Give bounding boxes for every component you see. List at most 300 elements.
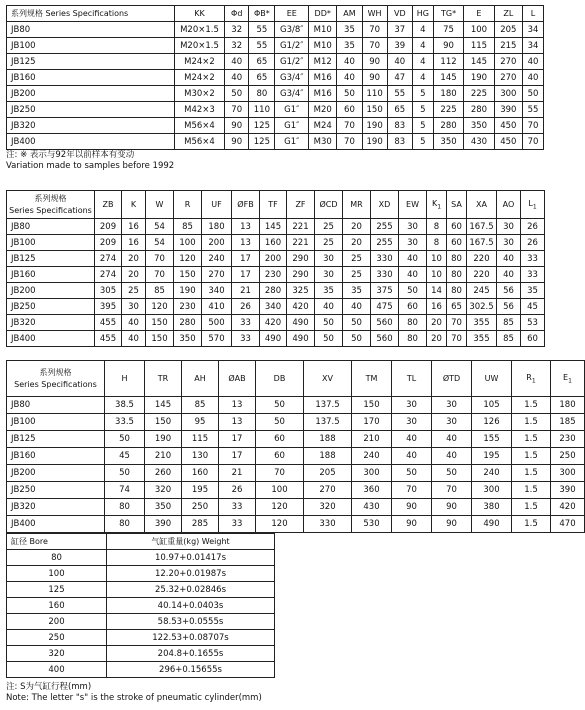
table-cell: 350 [464,118,494,134]
column-header [105,361,145,397]
table-cell: 145 [260,219,287,235]
column-header [202,191,232,219]
table-cell: 280 [433,118,463,134]
table-cell: 65 [447,299,467,315]
table-cell: 60 [447,235,467,251]
table-cell: G3/4″ [275,70,309,86]
dimensions-table-3 [6,360,585,533]
table-cell: 30 [432,414,472,431]
table-cell: 530 [352,516,392,533]
table-cell: 395 [95,299,122,315]
table-cell: G1″ [275,134,309,150]
column-header: Φd [225,6,249,22]
column-header-label: SA [451,200,462,209]
table-cell: 1.5 [512,482,551,499]
table-cell: 56 [497,283,521,299]
table-cell: 240 [202,251,232,267]
table-cell: 70 [337,118,362,134]
table-cell: 225 [464,86,494,102]
table-cell: 80 [105,499,145,516]
table-cell: 30 [399,219,427,235]
table-cell: 25 [315,235,343,251]
table-cell: 170 [352,414,392,431]
column-header: WH [362,6,387,22]
column-header [219,361,256,397]
table-cell: 274 [95,251,122,267]
column-header-label: TF [268,200,278,209]
table-cell: 33 [521,267,545,283]
table-cell: M10 [309,22,337,38]
table-cell: G1″ [275,102,309,118]
table-cell: 26 [521,219,545,235]
table-cell: 70 [392,482,432,499]
table-row [7,134,544,150]
table-cell: 205 [494,22,522,38]
series-cell: JB320 [7,118,175,134]
table-cell: 180 [551,397,585,414]
table-cell: 65 [249,70,275,86]
table-cell: 70 [146,267,174,283]
table-cell: 70 [522,118,543,134]
table-cell: 120 [174,251,202,267]
table-row [7,566,275,582]
column-header-label: E [563,372,569,382]
table-cell: 302.5 [467,299,497,315]
table-cell: 5 [412,134,433,150]
table-cell: 180 [202,219,232,235]
table-cell: 55 [522,102,543,118]
table-cell: 195 [472,448,512,465]
table-cell: 25 [343,267,371,283]
column-header [174,191,202,219]
table-cell: 55 [387,86,412,102]
table-cell: 255 [371,219,399,235]
column-header [497,191,521,219]
table-cell: 190 [362,134,387,150]
table-cell: 50 [315,315,343,331]
table-cell: 70 [362,38,387,54]
table-cell: 125 [249,134,275,150]
table-row [7,102,544,118]
weight-cell: 204.8+0.1655s [107,646,275,662]
table-cell: 120 [256,516,304,533]
table-cell: 350 [433,134,463,150]
table-cell: 300 [472,482,512,499]
column-header-label: ZF [295,200,306,209]
table-row [7,516,585,533]
table-cell: 40 [225,70,249,86]
table-cell: 80 [399,331,427,347]
table-cell: 80 [447,251,467,267]
table-cell: 260 [145,465,182,482]
table-cell: 167.5 [467,219,497,235]
table-cell: 25 [315,219,343,235]
table-cell: 50 [225,86,249,102]
table-cell: 245 [467,283,497,299]
table-cell: 50 [256,397,304,414]
table-cell: 126 [472,414,512,431]
table-cell: 160 [260,235,287,251]
series-header [7,191,95,219]
table-cell: 40 [392,431,432,448]
table-row [7,550,275,566]
series-cell: JB100 [7,235,95,251]
table-cell: 115 [464,38,494,54]
table-cell: M20×1.5 [174,22,224,38]
series-cell: JB160 [7,267,95,283]
table-row [7,235,545,251]
column-header-label: R [526,372,532,382]
column-header-label: L [528,198,533,208]
table-cell: 70 [432,482,472,499]
column-header: L [522,6,543,22]
table-cell: 75 [433,22,463,38]
table-cell: 40 [399,267,427,283]
table-cell: 125 [249,118,275,134]
table-cell: 221 [287,235,315,251]
column-header-label: TR [157,374,169,383]
table-cell: 85 [497,331,521,347]
table-row [7,251,545,267]
table-cell: 40 [337,54,362,70]
table-cell: 95 [182,414,219,431]
series-cell: JB250 [7,482,105,499]
table-cell: 30 [497,235,521,251]
table-cell: 190 [145,431,182,448]
table-cell: 83 [387,134,412,150]
table-cell: G1/2″ [275,54,309,70]
table-cell: 30 [432,397,472,414]
table-cell: 50 [392,465,432,482]
table-cell: 14 [427,283,447,299]
column-header [122,191,146,219]
column-header [315,191,343,219]
column-header-label: DB [273,374,286,383]
table-cell: 290 [287,251,315,267]
table-cell: 330 [304,516,352,533]
weight-cell: 296+0.15655s [107,662,275,678]
table-cell: 33 [521,251,545,267]
column-header: DD* [309,6,337,22]
column-header [287,191,315,219]
series-header-cn: 系列规格 [34,193,67,203]
table-cell: 80 [447,267,467,283]
series-cell: JB200 [7,465,105,482]
weight-cell: 25.32+0.02846s [107,582,275,598]
column-header-label: UW [484,374,499,383]
column-header-label: AH [194,374,206,383]
note-stroke-en: Note: The letter "s" is the stroke of pneumatic cylinder(mm) [6,693,262,703]
table-cell: 110 [362,86,387,102]
table-cell: 85 [146,283,174,299]
table-cell: 200 [202,235,232,251]
column-header: AM [337,6,362,22]
bore-cell: 320 [7,646,107,662]
table-cell: 40 [387,54,412,70]
table-cell: 137.5 [304,414,352,431]
table-cell: 50 [343,331,371,347]
table-cell: 225 [433,102,463,118]
table-cell: 1.5 [512,516,551,533]
table-cell: G3/4″ [275,86,309,102]
table-cell: 90 [432,499,472,516]
table-cell: 100 [256,482,304,499]
table-cell: 26 [219,482,256,499]
table-cell: 65 [249,54,275,70]
table-cell: 420 [287,299,315,315]
table-cell: 10 [427,267,447,283]
table-cell: 285 [182,516,219,533]
column-header [427,191,447,219]
column-header: ZL [494,6,522,22]
table-cell: 280 [260,283,287,299]
table-row [7,283,545,299]
table-cell: 90 [392,516,432,533]
table-cell: 53 [521,315,545,331]
table-cell: 13 [219,414,256,431]
bore-header: 缸径 Bore [7,534,107,550]
table-cell: 50 [399,283,427,299]
table-cell: 20 [122,267,146,283]
table-cell: 270 [494,54,522,70]
column-header [512,361,551,397]
table-cell: 33 [232,331,260,347]
column-header-label: XA [476,200,487,209]
table-row [7,614,275,630]
table-cell: 40 [122,331,146,347]
table-row [7,465,585,482]
table-cell: 33 [232,315,260,331]
weight-cell: 10.97+0.01417s [107,550,275,566]
table-cell: 1.5 [512,397,551,414]
table-cell: 330 [371,267,399,283]
column-header: EE [275,6,309,22]
note-variation-cn: 注: ※ 表示与92年以前样本有变动 [6,150,135,160]
table-cell: 270 [202,267,232,283]
table-cell: 45 [521,299,545,315]
table-cell: 21 [219,465,256,482]
table-cell: 250 [182,499,219,516]
table-cell: 20 [343,235,371,251]
table-cell: 55 [249,38,275,54]
bore-cell: 100 [7,566,107,582]
table-cell: 120 [256,499,304,516]
table-cell: M20 [309,102,337,118]
table-cell: 390 [494,102,522,118]
table-cell: 205 [304,465,352,482]
table-row [7,482,585,499]
bore-cell: 250 [7,630,107,646]
table-cell: M24×2 [174,70,224,86]
table-header-row [7,534,275,550]
table-cell: 70 [225,102,249,118]
table-cell: 105 [472,397,512,414]
table-cell: 200 [260,251,287,267]
table-cell: 34 [522,38,543,54]
table-row [7,630,275,646]
table-row [7,38,544,54]
table-cell: 35 [315,283,343,299]
table-cell: 40 [343,299,371,315]
bore-cell: 80 [7,550,107,566]
subscript: 1 [531,377,536,385]
column-header [260,191,287,219]
table-cell: 8 [427,235,447,251]
series-cell: JB200 [7,86,175,102]
subscript: 1 [532,203,537,211]
table-cell: 560 [371,315,399,331]
table-cell: M56×4 [174,118,224,134]
table-cell: 60 [337,102,362,118]
table-cell: 274 [95,267,122,283]
table-row [7,397,585,414]
table-cell: 320 [145,482,182,499]
bore-cell: 400 [7,662,107,678]
table-cell: 4 [412,70,433,86]
table-cell: 5 [412,102,433,118]
table-row [7,598,275,614]
table-cell: 220 [467,267,497,283]
column-header [467,191,497,219]
table-cell: 90 [392,499,432,516]
column-header: TG* [433,6,463,22]
series-header-cn: 系列规格 [39,367,72,377]
table-cell: 40 [432,431,472,448]
column-header [304,361,352,397]
table-cell: 70 [447,315,467,331]
column-header [472,361,512,397]
weight-cell: 40.14+0.0403s [107,598,275,614]
table-cell: 5 [412,118,433,134]
table-cell: 490 [260,331,287,347]
table-cell: 230 [174,299,202,315]
table-cell: 50 [522,86,543,102]
table-cell: 83 [387,118,412,134]
table-cell: 85 [497,315,521,331]
table-cell: 74 [105,482,145,499]
column-header-label: K [431,198,438,208]
table-cell: 5 [412,86,433,102]
bore-cell: 125 [7,582,107,598]
table-cell: 33.5 [105,414,145,431]
table-row [7,662,275,678]
subscript: 1 [437,203,442,211]
table-cell: 270 [304,482,352,499]
series-cell: JB160 [7,70,175,86]
table-cell: 490 [287,331,315,347]
table-cell: 150 [146,331,174,347]
table-cell: 33 [219,499,256,516]
series-cell: JB125 [7,251,95,267]
table-cell: 340 [260,299,287,315]
note-stroke-cn: 注: S为气缸行程(mm) [6,682,92,692]
table-cell: 13 [232,235,260,251]
table-row [7,331,545,347]
column-header [521,191,545,219]
table-cell: 80 [399,315,427,331]
table-cell: 40 [522,54,543,70]
table-cell: 130 [182,448,219,465]
table-cell: 70 [447,331,467,347]
table-row [7,299,545,315]
table-row [7,582,275,598]
table-cell: 40 [392,448,432,465]
table-cell: 145 [433,70,463,86]
column-header [432,361,472,397]
table-cell: 70 [522,134,543,150]
table-cell: 40 [122,315,146,331]
table-cell: 1.5 [512,431,551,448]
column-header: E [464,6,494,22]
table-cell: 150 [362,102,387,118]
table-cell: 112 [433,54,463,70]
table-cell: 305 [95,283,122,299]
table-cell: 55 [249,22,275,38]
table-cell: 25 [343,251,371,267]
table-cell: G3/8″ [275,22,309,38]
column-header-label: K [130,200,137,209]
table-cell: 54 [146,219,174,235]
table-cell: 25 [122,283,146,299]
table-cell: M12 [309,54,337,70]
column-header [392,361,432,397]
table-cell: 80 [447,283,467,299]
table-cell: 300 [551,465,585,482]
table-cell: 70 [146,251,174,267]
table-cell: 35 [337,22,362,38]
table-cell: 40 [522,70,543,86]
column-header: ΦB* [249,6,275,22]
column-header [399,191,427,219]
bore-cell: 200 [7,614,107,630]
table-cell: 330 [371,251,399,267]
table-cell: 360 [352,482,392,499]
table-header-row [7,191,545,219]
weight-table [6,533,275,678]
series-cell: JB250 [7,102,175,118]
table-cell: 215 [494,38,522,54]
series-cell: JB80 [7,219,95,235]
table-cell: 30 [392,414,432,431]
table-cell: 340 [202,283,232,299]
table-cell: 45 [105,448,145,465]
column-header-label: ØAB [228,374,246,383]
table-cell: 20 [427,315,447,331]
table-cell: M30 [309,134,337,150]
table-cell: 490 [472,516,512,533]
table-cell: 37 [387,22,412,38]
table-cell: 30 [392,397,432,414]
column-header: KK [174,6,224,22]
note-variation [6,150,174,172]
table-cell: 40 [497,251,521,267]
table-row [7,86,544,102]
table-cell: M16 [309,70,337,86]
table-cell: 280 [174,315,202,331]
table-cell: 325 [287,283,315,299]
table-cell: 17 [232,267,260,283]
table-cell: 209 [95,235,122,251]
table-cell: 8 [427,219,447,235]
table-cell: M16 [309,86,337,102]
table-cell: 80 [105,516,145,533]
table-cell: 188 [304,431,352,448]
table-cell: M24×2 [174,54,224,70]
table-cell: 90 [432,516,472,533]
column-header-label: AO [502,200,515,209]
table-cell: 16 [427,299,447,315]
table-cell: 20 [122,251,146,267]
